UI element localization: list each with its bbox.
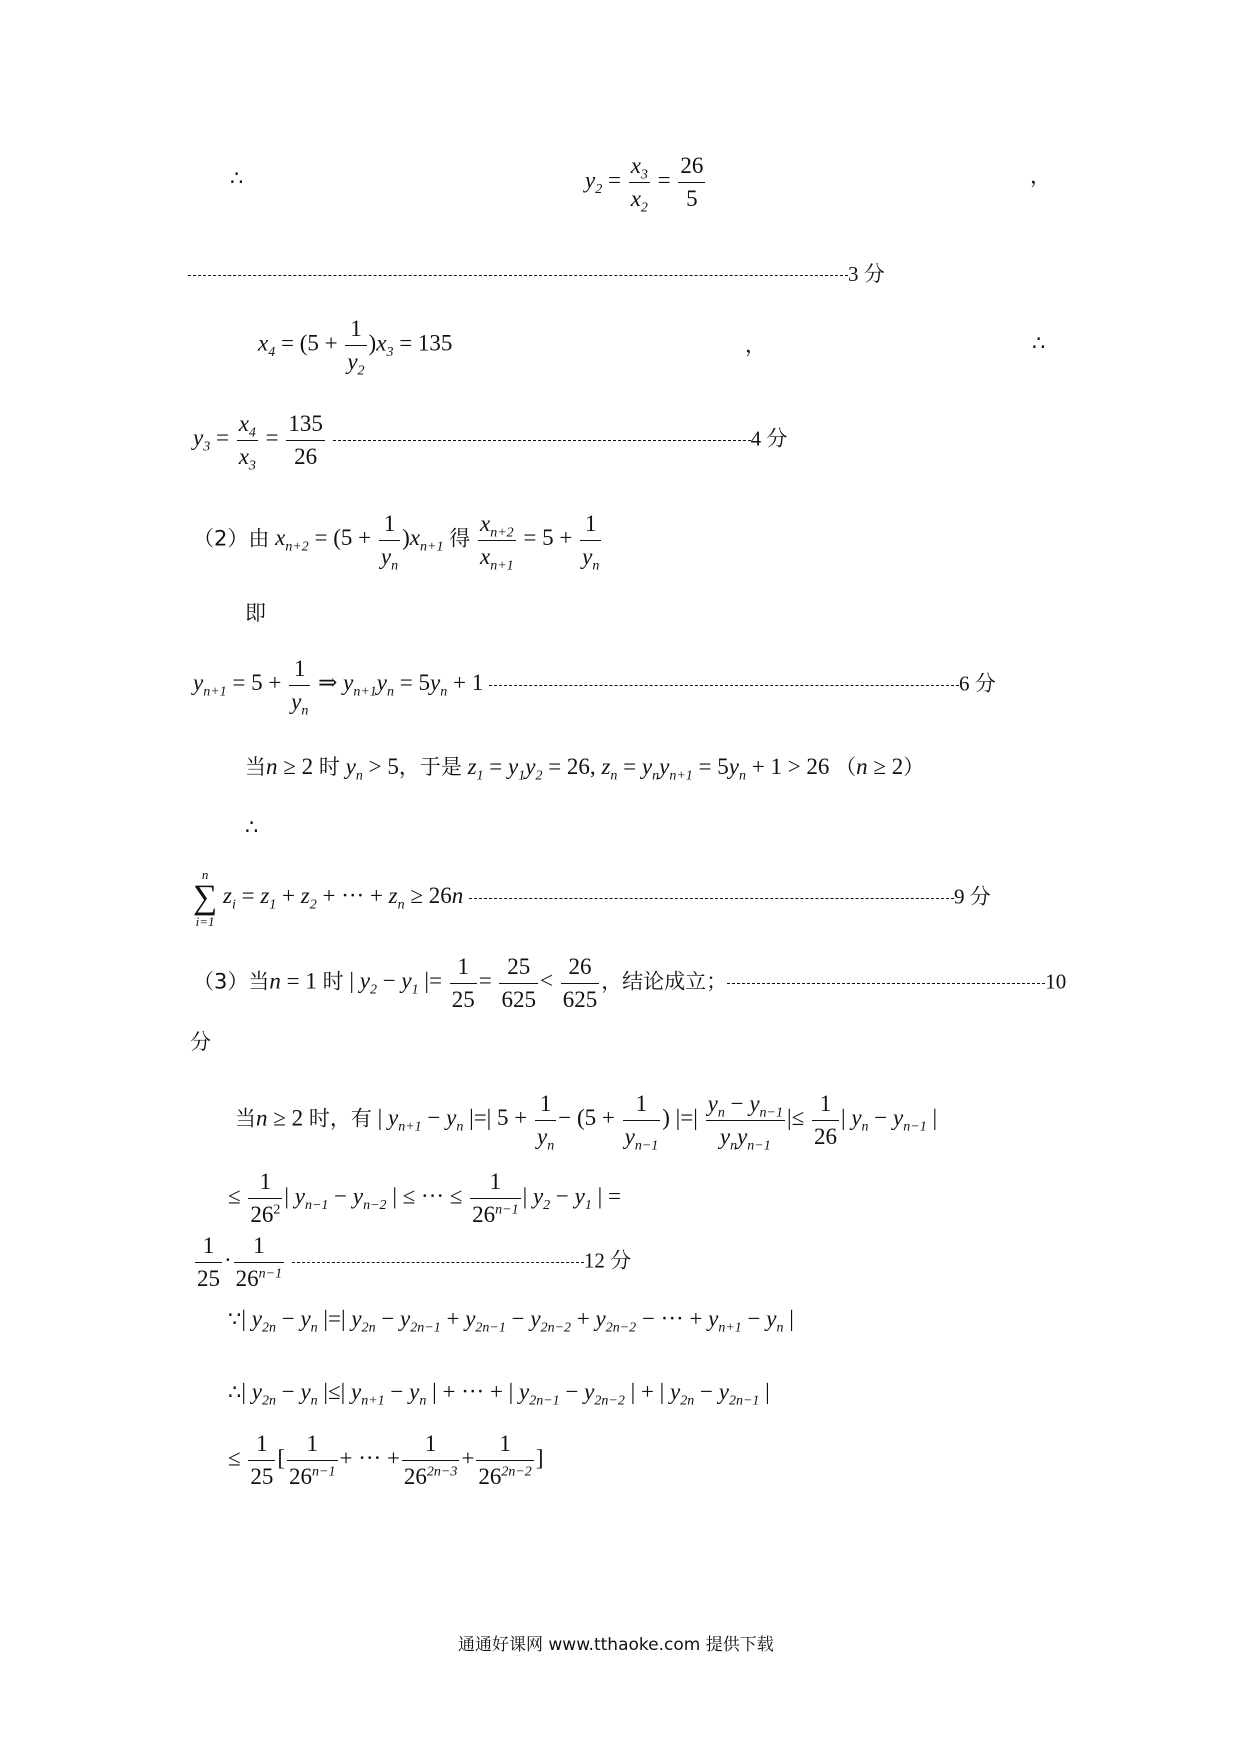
line-1 [0, 150, 1240, 216]
part-label: （3）当 [193, 969, 270, 994]
score-label: 4 分 [750, 426, 788, 451]
score-label: 3 分 [848, 262, 885, 286]
line-11: （3）当n = 1 时 | $y_2 - y_1$ |= $\frac{1}{25}$ = $\frac{25}{625}$ < $\frac{26}{625}$ ，结论成立； 10 [193, 954, 1067, 1012]
line-5 [193, 510, 603, 574]
score-label: 12 分 [583, 1248, 632, 1273]
formula-diff: | $y_{n+1} - y_n$ |=| 5 + $\frac{1}{y_n}$ − (5 + $\frac{1}{y_{n-1}}$ ) |=| $\frac{y_n - y_{n-1}}{y_ny_{n-1}}$ |≤ $\frac{1}{26}$ | $y_n - y_{n-1}$ | [377, 1091, 938, 1154]
text-de: 得 [449, 526, 471, 551]
part-label: （2）由 [193, 526, 270, 551]
formula-ratio: $\frac{x_{n+2}}{x_{n+1}}$ = 5 + $\frac{1}{y_n}$ [479, 511, 600, 574]
comma: ， [745, 333, 766, 357]
line-15: $\frac{1}{25}$ · $\frac{1}{26^{n-1}}$ 12 分 [197, 1233, 632, 1291]
formula-recurrence: $x_{n+2} = (5$ + $\frac{1}{y_n}$ )$x_{n+1}$ [275, 511, 444, 574]
formula-n1: | $y_2 - y_1$ |= $\frac{1}{25}$ = $\frac{25}{625}$ < $\frac{26}{625}$ [349, 954, 598, 1012]
line-4 [193, 410, 788, 474]
line-13: 当n ≥ 2 时，有 | $y_{n+1} - y_n$ |=| 5 + $\frac{1}{y_n}$ − (5 + $\frac{1}{y_{n-1}}$ ) |=| $\frac{y_n - y_{n-1}}{y_ny_{n-1}}$ |≤ $\frac{1}{26}$ | $y_n - y_{n-1}$ | [235, 1091, 938, 1154]
formula-y3: $y_3$ = $\frac{x_4}{x_3}$ = $\frac{135}{26}$ [193, 411, 323, 474]
score-label: 9 分 [953, 884, 991, 909]
formula-sum: $z_i = z_1 + z_2$ + ··· + $z_n \ge 26n$ [223, 883, 464, 913]
line-2 [188, 262, 885, 285]
line-18: ≤ $\frac{1}{25}$ [ $\frac{1}{26^{n-1}}$ + ··· + $\frac{1}{26^{2n-3}}$ + $\frac{1}{26^{2n-2}}$ ] [228, 1431, 544, 1489]
line-16: ∵| $y_{2n} - y_n$ |=| $y_{2n} - y_{2n-1} + y_{2n-1} - y_{2n-2} + y_{2n-2}$ − ··· + $y_{n+1} - y_n$ | [228, 1306, 794, 1336]
line-7 [193, 655, 996, 719]
score-label: 6 分 [958, 671, 996, 696]
therefore-symbol: ∴ [230, 166, 244, 190]
comma: ， [1030, 164, 1051, 188]
sum-symbol: n ∑ i=1 [193, 867, 218, 929]
page-footer: 通通好课网 www.tthaoke.com 提供下载 [458, 1635, 774, 1655]
line-3 [0, 315, 1240, 379]
line-17: ∴| $y_{2n} - y_n$ |≤| $y_{n+1} - y_n$ | + ··· + | $y_{2n-1} - y_{2n-2}$ | + | $y_{2n} - y_{2n-1}$ | [228, 1379, 770, 1409]
line-6: 即 [245, 601, 266, 625]
score-label: 10 [1045, 969, 1067, 994]
line-14: ≤ $\frac{1}{26^2}$ | $y_{n-1} - y_{n-2}$ | ≤ ··· ≤ $\frac{1}{26^{n-1}}$ | $y_2 - y_1$ | = [228, 1169, 621, 1227]
therefore-symbol: ∴ [1032, 331, 1046, 355]
formula-yn1: $y_{n+1} = 5$ + $\frac{1}{y_n}$ ⇒ $y_{n+1}y_n = 5y_n + 1$ [193, 656, 484, 719]
line-10 [193, 868, 991, 928]
line-8: 当n ≥ 2 时 $y_n > 5$，于是 $z_1 = y_1y_2 = 26$, $z_n = y_ny_{n+1} = 5y_n + 1 > 26$ （n ≥ 2） [245, 754, 925, 784]
formula-x4: $x_4 = (5$ + $\frac{1}{y_2}$ )$x_3 = 135$ [258, 316, 453, 379]
line-9: ∴ [245, 815, 259, 839]
line-12: 分 [190, 1030, 211, 1054]
formula-z: $z_1 = y_1y_2 = 26$, $z_n = y_ny_{n+1} = 5y_n + 1 > 26$ [467, 754, 830, 784]
formula-y2: $y_2$ = $\frac{x_3}{x_2}$ = $\frac{26}{5}$ [585, 153, 704, 216]
